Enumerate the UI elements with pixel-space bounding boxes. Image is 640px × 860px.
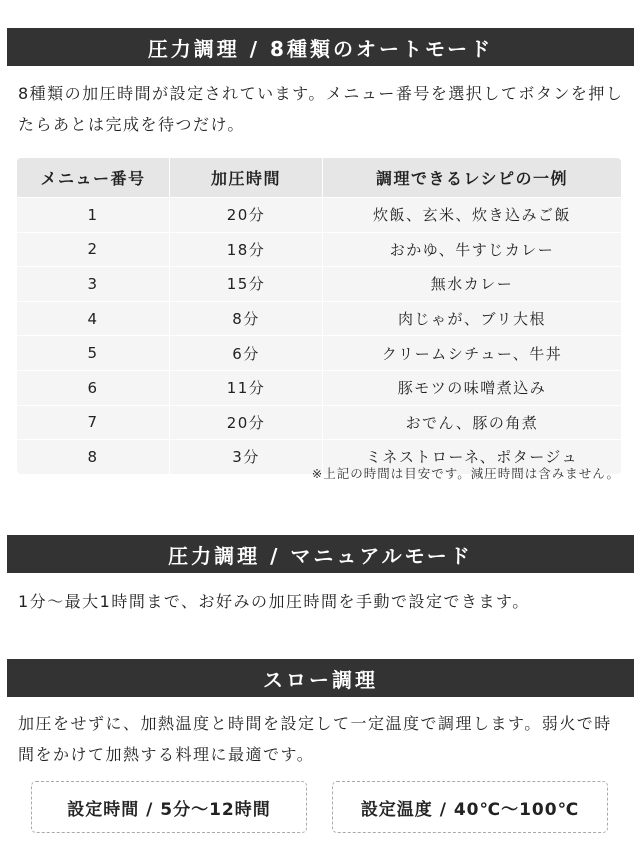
table-header-cell: メニュー番号 [17,158,170,198]
table-cell: 20分 [170,405,323,440]
table-cell: 1 [17,198,170,233]
table-cell: 3 [17,267,170,302]
table-row [17,198,621,233]
temp-setting-box: 設定温度 / 40℃～100℃ [332,781,608,833]
auto-mode-description: 8種類の加圧時間が設定されています。メニュー番号を選択してボタンを押したらあとは完成を待つだけ。 [18,84,624,134]
table-row [17,405,621,440]
table-cell: 6 [17,370,170,405]
auto-mode-table [17,158,621,474]
section-title-slow-cook: スロー調理 [7,659,634,697]
table-cell: 豚モツの味噌煮込み [323,370,622,405]
table-cell: 6分 [170,336,323,371]
table-cell: 5 [17,336,170,371]
table-row [17,267,621,302]
table-cell: 炊飯、玄米、炊き込みご飯 [323,198,622,233]
table-cell: おかゆ、牛すじカレー [323,232,622,267]
table-note: ※上記の時間は目安です。減圧時間は含みません。 [311,466,620,481]
table-cell: 11分 [170,370,323,405]
table-header-cell: 加圧時間 [170,158,323,198]
table-cell: クリームシチュー、牛丼 [323,336,622,371]
table-cell: おでん、豚の角煮 [323,405,622,440]
table-cell: 2 [17,232,170,267]
section-title-manual-mode: 圧力調理 / マニュアルモード [7,535,634,573]
table-row [17,232,621,267]
table-cell: 無水カレー [323,267,622,302]
table-cell: ミネストローネ、ポタージュ [323,440,622,474]
table-cell: 8分 [170,301,323,336]
table-cell: 8 [17,440,170,474]
table-cell: 7 [17,405,170,440]
table-cell: 20分 [170,198,323,233]
table-cell: 肉じゃが、ブリ大根 [323,301,622,336]
table-header-cell: 調理できるレシピの一例 [323,158,622,198]
time-setting-box: 設定時間 / 5分～12時間 [31,781,307,833]
table-cell: 15分 [170,267,323,302]
table-cell: 18分 [170,232,323,267]
table-row [17,336,621,371]
table-cell: 3分 [170,440,323,474]
table-row [17,370,621,405]
slow-cook-description: 加圧をせずに、加熱温度と時間を設定して一定温度で調理します。弱火で時間をかけて加熱する料理に最適です。 [18,714,612,764]
table-cell: 4 [17,301,170,336]
table-row [17,301,621,336]
section-title-auto-mode: 圧力調理 / 8種類のオートモード [7,28,634,66]
manual-mode-description: 1分～最大1時間まで、お好みの加圧時間を手動で設定できます。 [18,592,530,611]
